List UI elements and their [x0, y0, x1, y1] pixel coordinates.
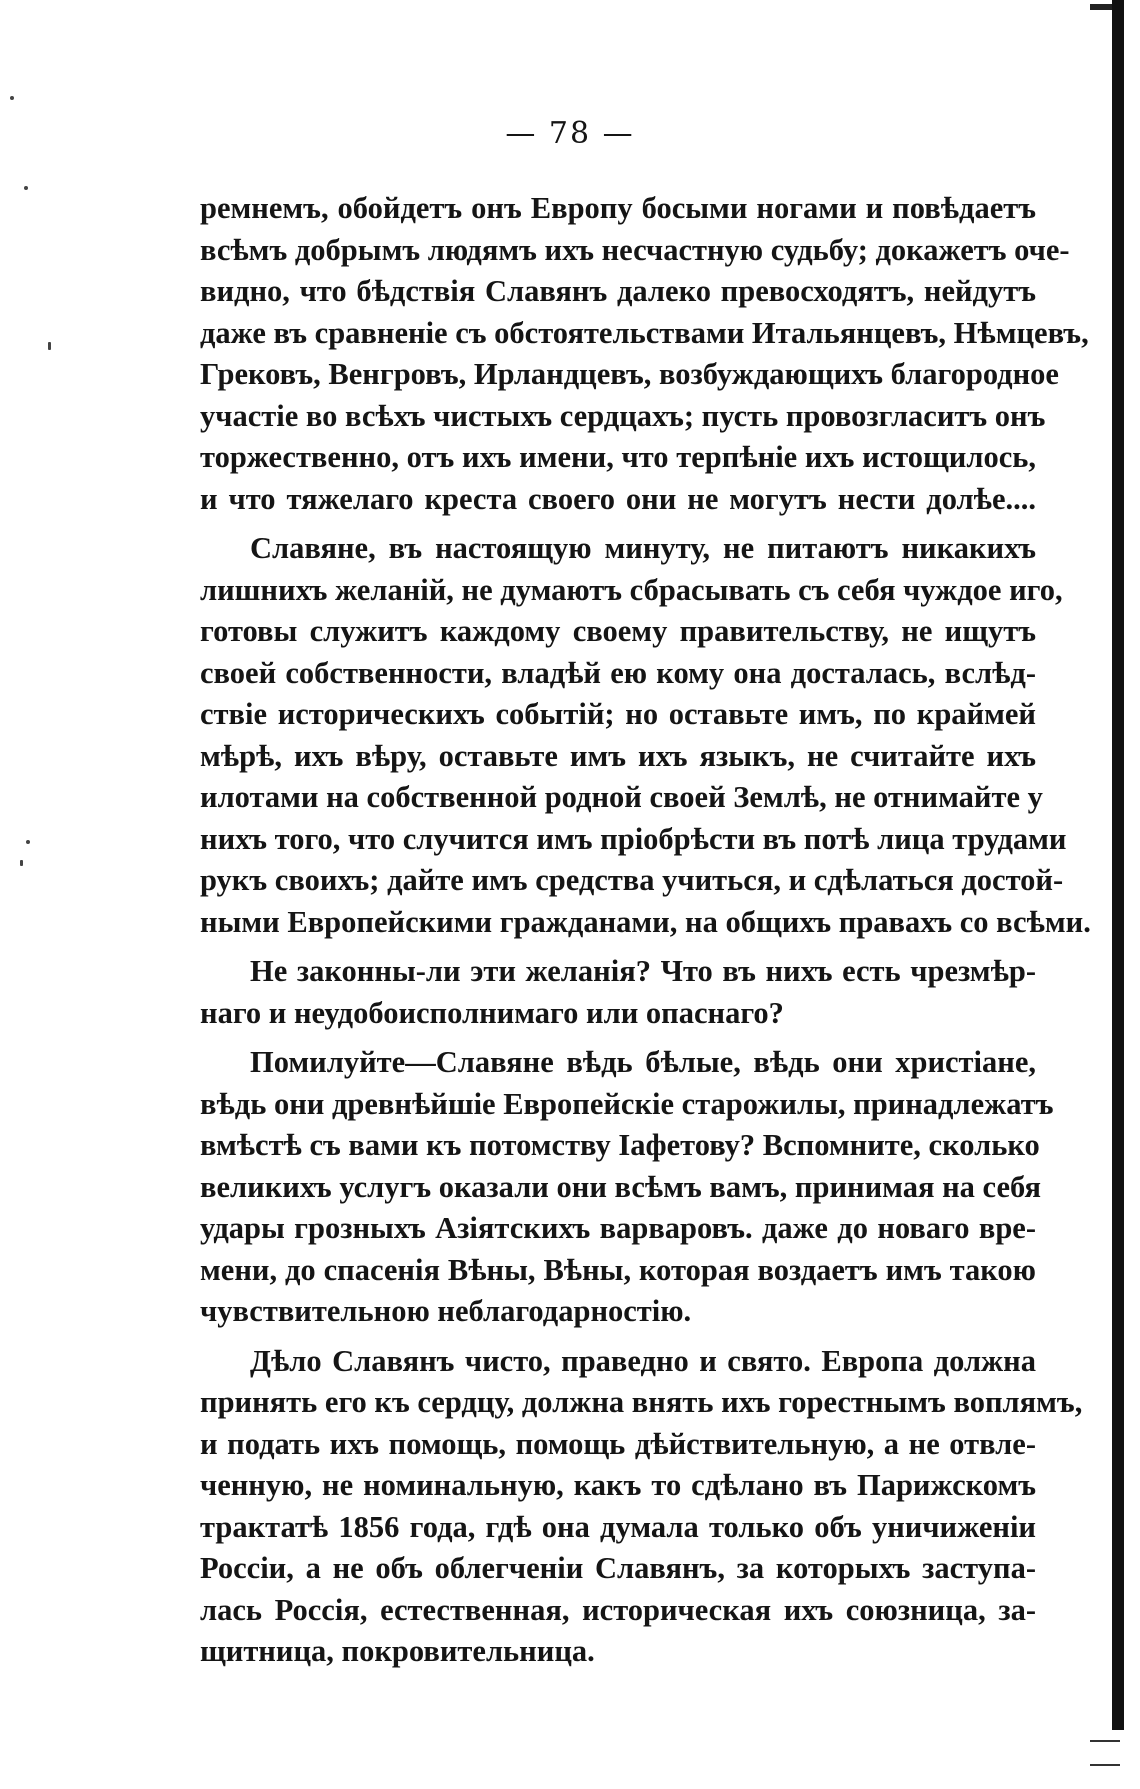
text-line: вѣдь они древнѣйшіе Европейскіе старожилы, принадлежатъ: [200, 1086, 1054, 1121]
text-line: готовы служитъ каждому своему правительству, не ищутъ: [200, 614, 1036, 648]
text-line: лишнихъ желаній, не думаютъ сбрасывать съ себя чуждое иго,: [200, 572, 1063, 607]
text-line: даже въ сравненіе съ обстоятельствами Итальянцевъ, Нѣмцевъ,: [200, 315, 1089, 350]
text-line: мѣрѣ, ихъ вѣру, оставьте имъ ихъ языкъ, не считайте ихъ: [200, 738, 1036, 773]
scan-speck: [24, 186, 28, 190]
scan-speck: [48, 342, 51, 350]
text-line: мени, до спасенія Вѣны, Вѣны, которая воздаетъ имъ такою: [200, 1252, 1036, 1287]
text-line: Дѣло Славянъ чисто, праведно и свято. Европа должна: [250, 1343, 1036, 1378]
text-line: щитница, покровительница.: [200, 1634, 595, 1668]
text-line: вмѣстѣ съ вами къ потомству Іафетову? Вспомните, сколько: [200, 1128, 1040, 1162]
text-line: ными Европейскими гражданами, на общихъ правахъ со всѣми.: [200, 904, 1091, 939]
scan-speck: [10, 96, 14, 100]
text-line: Россіи, а не объ облегченіи Славянъ, за которыхъ заступа-: [200, 1551, 1036, 1585]
text-line: рукъ своихъ; дайте имъ средства учиться, и сдѣлаться достой-: [200, 863, 1064, 897]
text-line: и подать ихъ помощь, помощь дѣйствительную, а не отвле-: [200, 1426, 1036, 1461]
text-line: участіе во всѣхъ чистыхъ сердцахъ; пусть провозгласитъ онъ: [200, 398, 1046, 433]
scan-speck: [26, 840, 30, 844]
text-line: трактатѣ 1856 года, гдѣ она думала только объ уничиженіи: [200, 1509, 1036, 1544]
text-line: чувствительною неблагодарностію.: [200, 1294, 692, 1328]
page-edge-mark: [1090, 1740, 1120, 1742]
page-edge-mark: [1090, 1764, 1120, 1766]
text-line: ремнемъ, обойдетъ онъ Европу босыми ногами и повѣдаетъ: [200, 191, 1036, 225]
text-line: торжественно, отъ ихъ имени, что терпѣніе ихъ истощилось,: [200, 440, 1036, 474]
text-line: Грековъ, Венгровъ, Ирландцевъ, возбуждающихъ благородное: [200, 357, 1059, 391]
text-line: Помилуйте—Славяне вѣдь бѣлые, вѣдь они христіане,: [250, 1045, 1036, 1079]
text-line: Не законны-ли эти желанія? Что въ нихъ есть чрезмѣр-: [250, 954, 1036, 988]
text-line: видно, что бѣдствія Славянъ далеко превосходятъ, нейдутъ: [200, 274, 1036, 308]
text-line: лась Россія, естественная, историческая ихъ союзница, за-: [200, 1592, 1036, 1627]
text-line: ствіе историческихъ событій; но оставьте имъ, по краймей: [200, 697, 1036, 731]
text-line: нихъ того, что случится имъ пріобрѣсти въ потѣ лица трудами: [200, 821, 1067, 856]
scan-speck: [20, 860, 23, 866]
text-line: великихъ услугъ оказали они всѣмъ вамъ, принимая на себя: [200, 1169, 1041, 1204]
text-line: и что тяжелаго креста своего они не могутъ нести долѣе....: [200, 481, 1036, 516]
text-line: всѣмъ добрымъ людямъ ихъ несчастную судьбу; докажетъ оче-: [200, 232, 1070, 267]
body-text: [200, 188, 1091, 1673]
text-line: наго и неудобоисполнимаго или опаснаго?: [200, 995, 784, 1030]
page-binding-edge: [1112, 0, 1124, 1730]
page-number: — 78 —: [505, 116, 635, 151]
text-line: удары грозныхъ Азіятскихъ варваровъ. даже до новаго вре-: [200, 1211, 1036, 1245]
text-line: ченную, не номинальную, какъ то сдѣлано въ Парижскомъ: [200, 1468, 1036, 1502]
text-line: принять его къ сердцу, должна внять ихъ горестнымъ воплямъ,: [200, 1385, 1083, 1419]
text-line: своей собственности, владѣй ею кому она досталась, вслѣд-: [200, 655, 1036, 690]
text-line: илотами на собственной родной своей Землѣ, не отнимайте у: [200, 780, 1043, 814]
text-line: Славяне, въ настоящую минуту, не питаютъ никакихъ: [250, 531, 1036, 565]
